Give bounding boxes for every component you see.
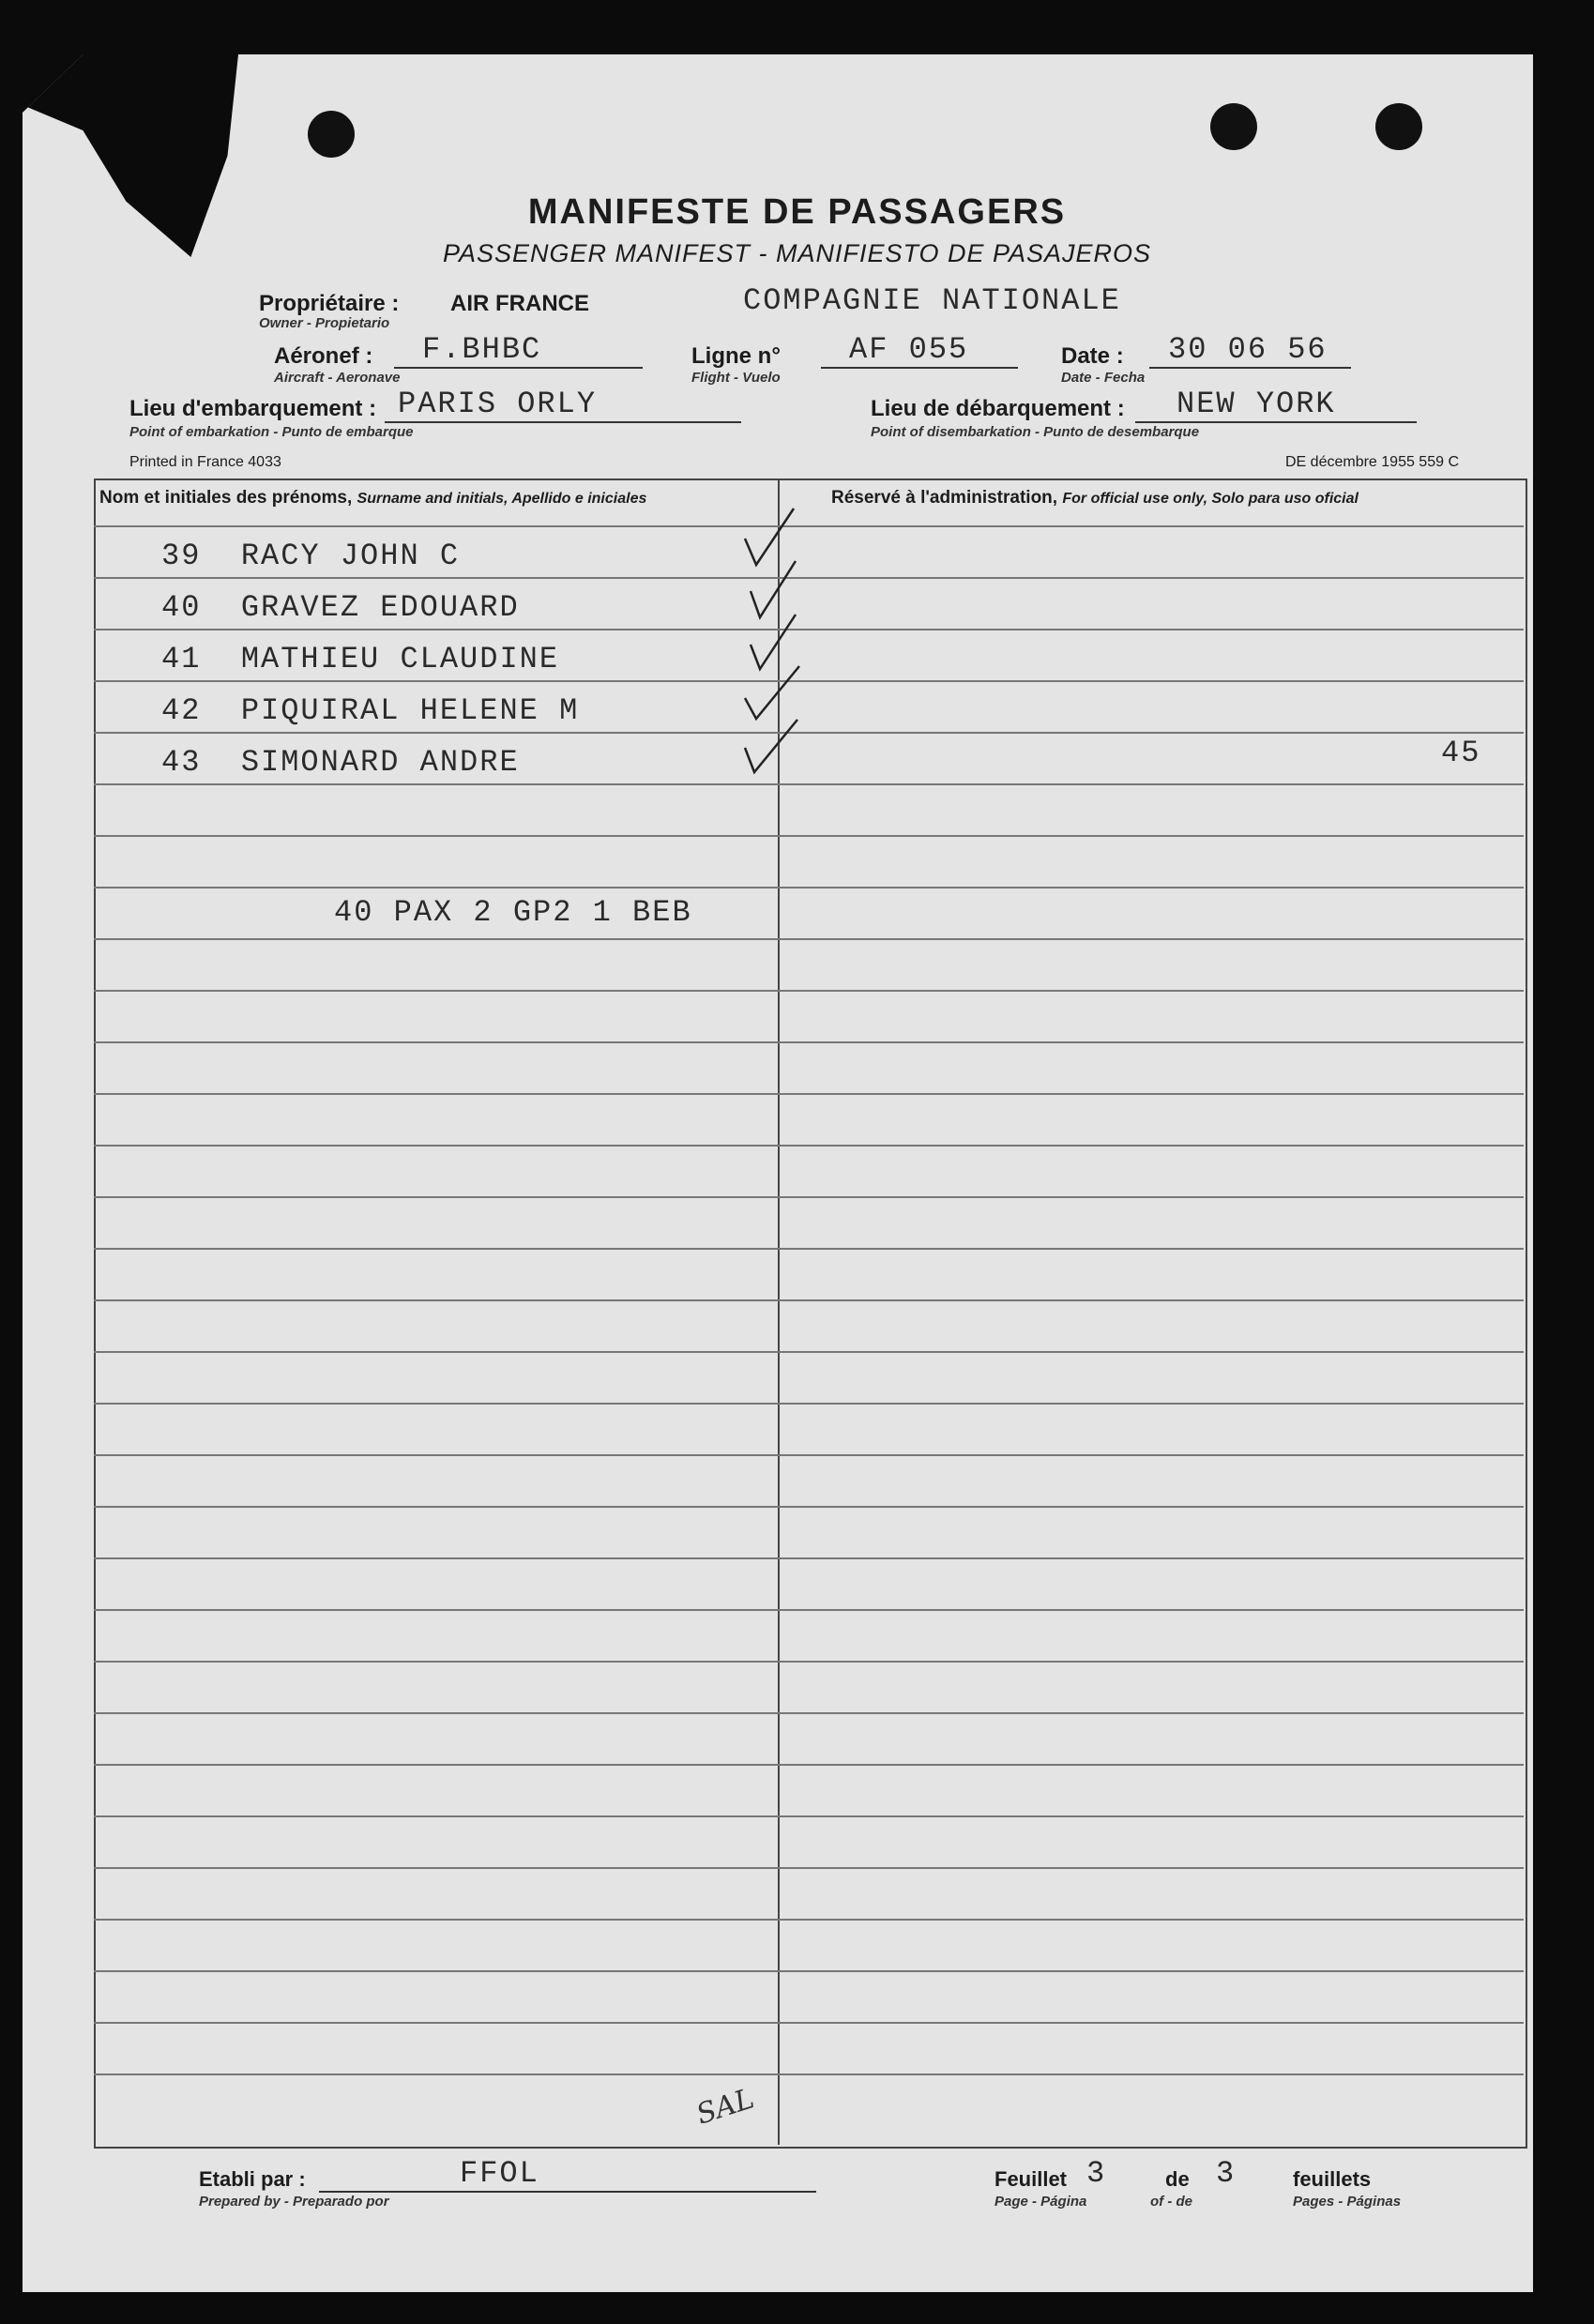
- admin-header-sub: For official use only, Solo para uso oficial: [1062, 491, 1359, 507]
- flight-label: Ligne n°: [691, 343, 781, 369]
- owner-label: Propriétaire :: [259, 291, 400, 316]
- ruled-line: [94, 1815, 1524, 1817]
- ruled-line: [94, 1041, 1524, 1043]
- passenger-name: GRAVEZ EDOUARD: [240, 590, 520, 625]
- disembarkation-value: NEW YORK: [1135, 387, 1417, 423]
- printed-in-info: Printed in France 4033: [129, 454, 281, 470]
- ruled-line: [94, 1299, 1524, 1301]
- flight-label-sub: Flight - Vuelo: [691, 370, 781, 386]
- passenger-row: [161, 642, 559, 676]
- passenger-number: 40: [161, 590, 202, 625]
- admin-column-header: [831, 488, 1359, 509]
- ruled-line: [94, 990, 1524, 992]
- ruled-line: [94, 1867, 1524, 1869]
- ruled-line: [94, 1248, 1524, 1250]
- passenger-name: MATHIEU CLAUDINE: [240, 642, 560, 676]
- scan-corner-mark: [23, 54, 238, 308]
- ruled-line: [94, 1970, 1524, 1972]
- passenger-name: SIMONARD ANDRE: [240, 745, 520, 780]
- prepared-by-sub: Prepared by - Preparado por: [199, 2194, 389, 2210]
- passenger-name: RACY JOHN C: [240, 539, 461, 573]
- page-sub: Page - Página: [994, 2194, 1087, 2210]
- flight-value: AF 055: [821, 332, 1018, 369]
- ruled-line: [94, 1609, 1524, 1611]
- punch-hole-right-1: [1210, 103, 1257, 150]
- date-label: Date :: [1061, 343, 1124, 369]
- ruled-line: [94, 887, 1524, 889]
- pages-label: feuillets: [1293, 2167, 1372, 2191]
- page-label: Feuillet: [994, 2167, 1068, 2191]
- ruled-line: [94, 525, 1524, 527]
- owner-label-sub: Owner - Propietario: [259, 315, 390, 331]
- disembarkation-label-sub: Point of disembarkation - Punto de desembarque: [871, 424, 1200, 440]
- form-reference: DE décembre 1955 559 C: [1285, 454, 1459, 470]
- document-subtitle: PASSENGER MANIFEST - MANIFIESTO DE PASAJEROS: [442, 239, 1152, 267]
- names-header-label: Nom et initiales des prénoms,: [99, 488, 353, 508]
- ruled-line: [94, 1403, 1524, 1405]
- page-value: 3: [1086, 2156, 1107, 2191]
- checkmark-icon: [741, 714, 807, 780]
- ruled-line: [94, 1196, 1524, 1198]
- ruled-line: [94, 783, 1524, 785]
- ruled-line: [94, 1557, 1524, 1559]
- ruled-line: [94, 835, 1524, 837]
- passenger-row: [161, 590, 520, 625]
- owner-typed-value: COMPAGNIE NATIONALE: [743, 283, 1121, 318]
- punch-hole-right-2: [1375, 103, 1422, 150]
- date-label-sub: Date - Fecha: [1061, 370, 1146, 386]
- ruled-line: [94, 2022, 1524, 2024]
- prepared-by-label: Etabli par :: [199, 2167, 306, 2191]
- aircraft-label: Aéronef :: [274, 343, 373, 369]
- disembarkation-label: Lieu de débarquement :: [871, 396, 1125, 421]
- ruled-line: [94, 1454, 1524, 1456]
- embarkation-value: PARIS ORLY: [385, 387, 741, 423]
- total-pages-value: 3: [1216, 2156, 1237, 2191]
- embarkation-label: Lieu d'embarquement :: [129, 396, 377, 421]
- admin-header-label: Réservé à l'administration,: [831, 488, 1058, 508]
- passenger-number: 39: [161, 539, 202, 573]
- of-sub: of - de: [1150, 2194, 1192, 2210]
- admin-note: 45: [1441, 736, 1481, 770]
- passenger-row: [161, 745, 520, 780]
- ruled-line: [94, 1764, 1524, 1766]
- names-header-sub: Surname and initials, Apellido e iniciales: [357, 491, 647, 507]
- ruled-line: [94, 629, 1524, 630]
- ruled-line: [94, 2073, 1524, 2075]
- ruled-line: [94, 1506, 1524, 1508]
- prepared-by-value: FFOL: [319, 2156, 816, 2193]
- ruled-line: [94, 680, 1524, 682]
- aircraft-value: F.BHBC: [394, 332, 643, 369]
- handwritten-initials: SAL: [692, 2082, 759, 2132]
- ruled-line: [94, 1712, 1524, 1714]
- passenger-number: 41: [161, 642, 202, 676]
- ruled-line: [94, 938, 1524, 940]
- ruled-line: [94, 1351, 1524, 1353]
- pages-sub: Pages - Páginas: [1293, 2194, 1402, 2210]
- date-value: 30 06 56: [1149, 332, 1351, 369]
- of-label: de: [1165, 2167, 1190, 2191]
- ruled-line: [94, 1919, 1524, 1921]
- passenger-row: [161, 693, 579, 728]
- owner-printed-value: AIR FRANCE: [450, 291, 589, 316]
- ruled-line: [94, 732, 1524, 734]
- ruled-line: [94, 577, 1524, 579]
- passenger-number: 42: [161, 693, 202, 728]
- names-column-header: [99, 488, 646, 509]
- ruled-line: [94, 1661, 1524, 1663]
- passenger-summary: 40 PAX 2 GP2 1 BEB: [334, 895, 692, 930]
- embarkation-label-sub: Point of embarkation - Punto de embarque: [129, 424, 414, 440]
- passenger-table: [94, 478, 1527, 2149]
- passenger-number: 43: [161, 745, 202, 780]
- passenger-row: [161, 539, 460, 573]
- ruled-line: [94, 1145, 1524, 1147]
- document-title: MANIFESTE DE PASSAGERS: [527, 192, 1067, 232]
- aircraft-label-sub: Aircraft - Aeronave: [274, 370, 401, 386]
- passenger-name: PIQUIRAL HELENE M: [240, 693, 580, 728]
- punch-hole-left: [308, 111, 355, 158]
- ruled-line: [94, 1093, 1524, 1095]
